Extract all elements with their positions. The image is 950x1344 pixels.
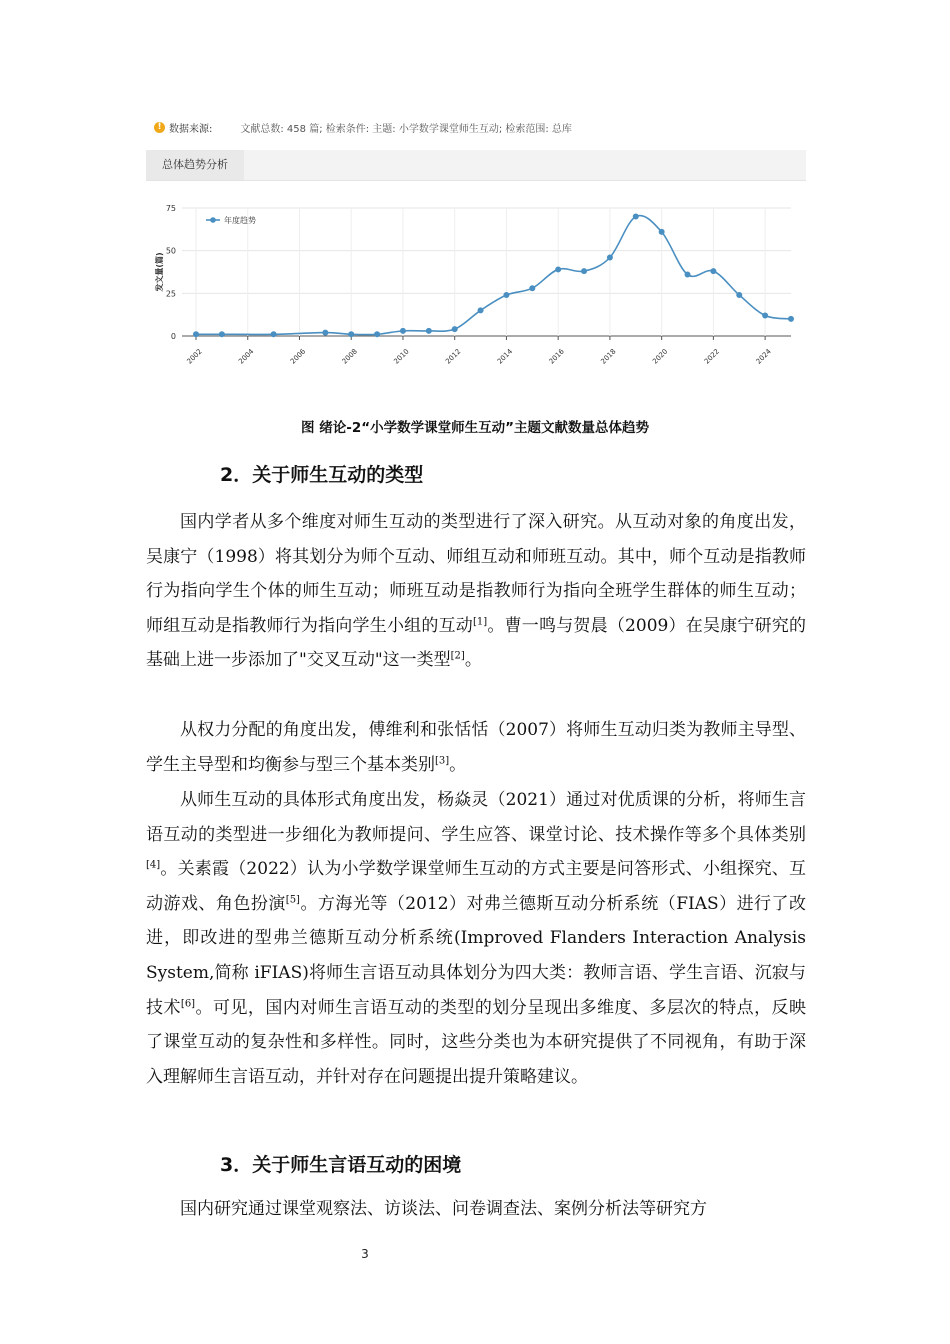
section-3-heading: 3．关于师生言语互动的困境 [220, 1154, 462, 1176]
data-point [607, 254, 613, 260]
data-point [271, 331, 277, 337]
page-number: 3 [361, 1247, 369, 1261]
data-point [633, 214, 639, 220]
x-tick-label: 2012 [444, 347, 463, 366]
y-axis-label: 发文量(篇) [155, 252, 164, 292]
data-point [322, 330, 328, 336]
citation-2[interactable]: [2] [450, 650, 465, 662]
data-point [659, 229, 665, 235]
y-tick-label: 0 [170, 332, 176, 341]
citation-5[interactable]: [5] [285, 894, 300, 906]
x-tick-label: 2002 [185, 347, 204, 366]
citation-1[interactable]: [1] [473, 616, 488, 628]
data-point [219, 331, 225, 337]
data-point [685, 272, 691, 278]
data-point [374, 331, 380, 337]
x-tick-label: 2016 [547, 347, 566, 366]
x-tick-label: 2010 [392, 347, 411, 366]
data-point [529, 285, 535, 291]
data-point [581, 268, 587, 274]
data-point [555, 266, 561, 272]
y-tick-label: 50 [165, 246, 176, 256]
data-point [710, 268, 716, 274]
x-tick-label: 2018 [599, 347, 618, 366]
data-point [400, 328, 406, 334]
paragraph-4: 国内研究通过课堂观察法、访谈法、问卷调查法、案例分析法等研究方 [180, 1199, 707, 1219]
y-tick-label: 25 [165, 289, 176, 299]
data-point [452, 326, 458, 332]
x-tick-label: 2004 [237, 347, 256, 366]
x-tick-label: 2020 [651, 347, 670, 366]
data-point [193, 331, 199, 337]
paragraph-2: 从权力分配的角度出发，傅维利和张恬恬（2007）将师生互动归类为教师主导型、学生主导型和均衡参与型三个基本类别[3]。 [146, 720, 806, 775]
x-tick-label: 2008 [340, 347, 359, 366]
data-point [503, 292, 509, 298]
data-point [736, 292, 742, 298]
citation-3[interactable]: [3] [435, 754, 450, 766]
source-label: 数据来源: [169, 123, 213, 135]
data-point [478, 307, 484, 313]
figure-caption: 图 绪论-2“小学数学课堂师生互动”主题文献数量总体趋势 [301, 420, 649, 436]
data-source-bar [146, 116, 806, 138]
source-info: 文献总数: 458 篇; 检索条件: 主题: 小学数学课堂师生互动; 检索范围: 总库 [240, 123, 572, 135]
data-point [426, 328, 432, 334]
data-point [348, 331, 354, 337]
citation-4[interactable]: [4] [146, 859, 161, 871]
x-tick-label: 2006 [288, 347, 308, 366]
x-tick-label: 2024 [754, 347, 773, 366]
legend-label: 年度趋势 [224, 216, 256, 225]
data-point [762, 313, 768, 319]
paragraph-1: 国内学者从多个维度对师生互动的类型进行了深入研究。从互动对象的角度出发，吴康宁（1998）将其划分为师个互动、师组互动和师班互动。其中，师个互动是指教师行为指向学生个体的师生互动；师班互动是指教师行为指向全班学生群体的师生互动；师组互动是指教师行为指向学生小组的互动[1]。曹一鸣与贺晨（2009）在吴康宁研究的基础上进一步添加了"交叉互动"这一类型[2]。 [146, 512, 807, 671]
warning-icon: ! [154, 122, 165, 133]
tab-overall-trend[interactable]: 总体趋势分析 [146, 150, 244, 180]
x-tick-label: 2014 [495, 347, 515, 366]
trend-chart [146, 196, 806, 386]
x-tick-label: 2022 [702, 347, 722, 366]
legend-marker [210, 217, 216, 223]
y-tick-label: 75 [165, 204, 176, 213]
data-point [788, 316, 794, 322]
citation-6[interactable]: [6] [180, 997, 196, 1009]
section-2-heading: 2．关于师生互动的类型 [220, 464, 424, 486]
paragraph-3: 从师生互动的具体形式角度出发，杨焱灵（2021）通过对优质课的分析，将师生言语互动的类型进一步细化为教师提问、学生应答、课堂讨论、技术操作等多个具体类别[4]。关素霞（2022）认为小学数学课堂师生互动的方式主要是问答形式、小组探究、互动游戏、角色扮演[5]。方海光等（2012）对弗兰德斯互动分析系统（FIAS）进行了改进，即改进的型弗兰德斯互动分析系统(Improved Flanders Interaction Analysis System,简称 iFIAS)将师生言语互动具体划分为四大类：教师言语、学生言语、沉寂与技术[6]。可见，国内对师生言语互动的类型的划分呈现出多维度、多层次的特点，反映了课堂互动的复杂性和多样性。同时，这些分类也为本研究提供了不同视角，有助于深入理解师生言语互动，并针对存在问题提出提升策略建议。 [146, 790, 807, 1087]
series-line-annual-trend [196, 216, 791, 335]
tab-bar [146, 150, 806, 181]
